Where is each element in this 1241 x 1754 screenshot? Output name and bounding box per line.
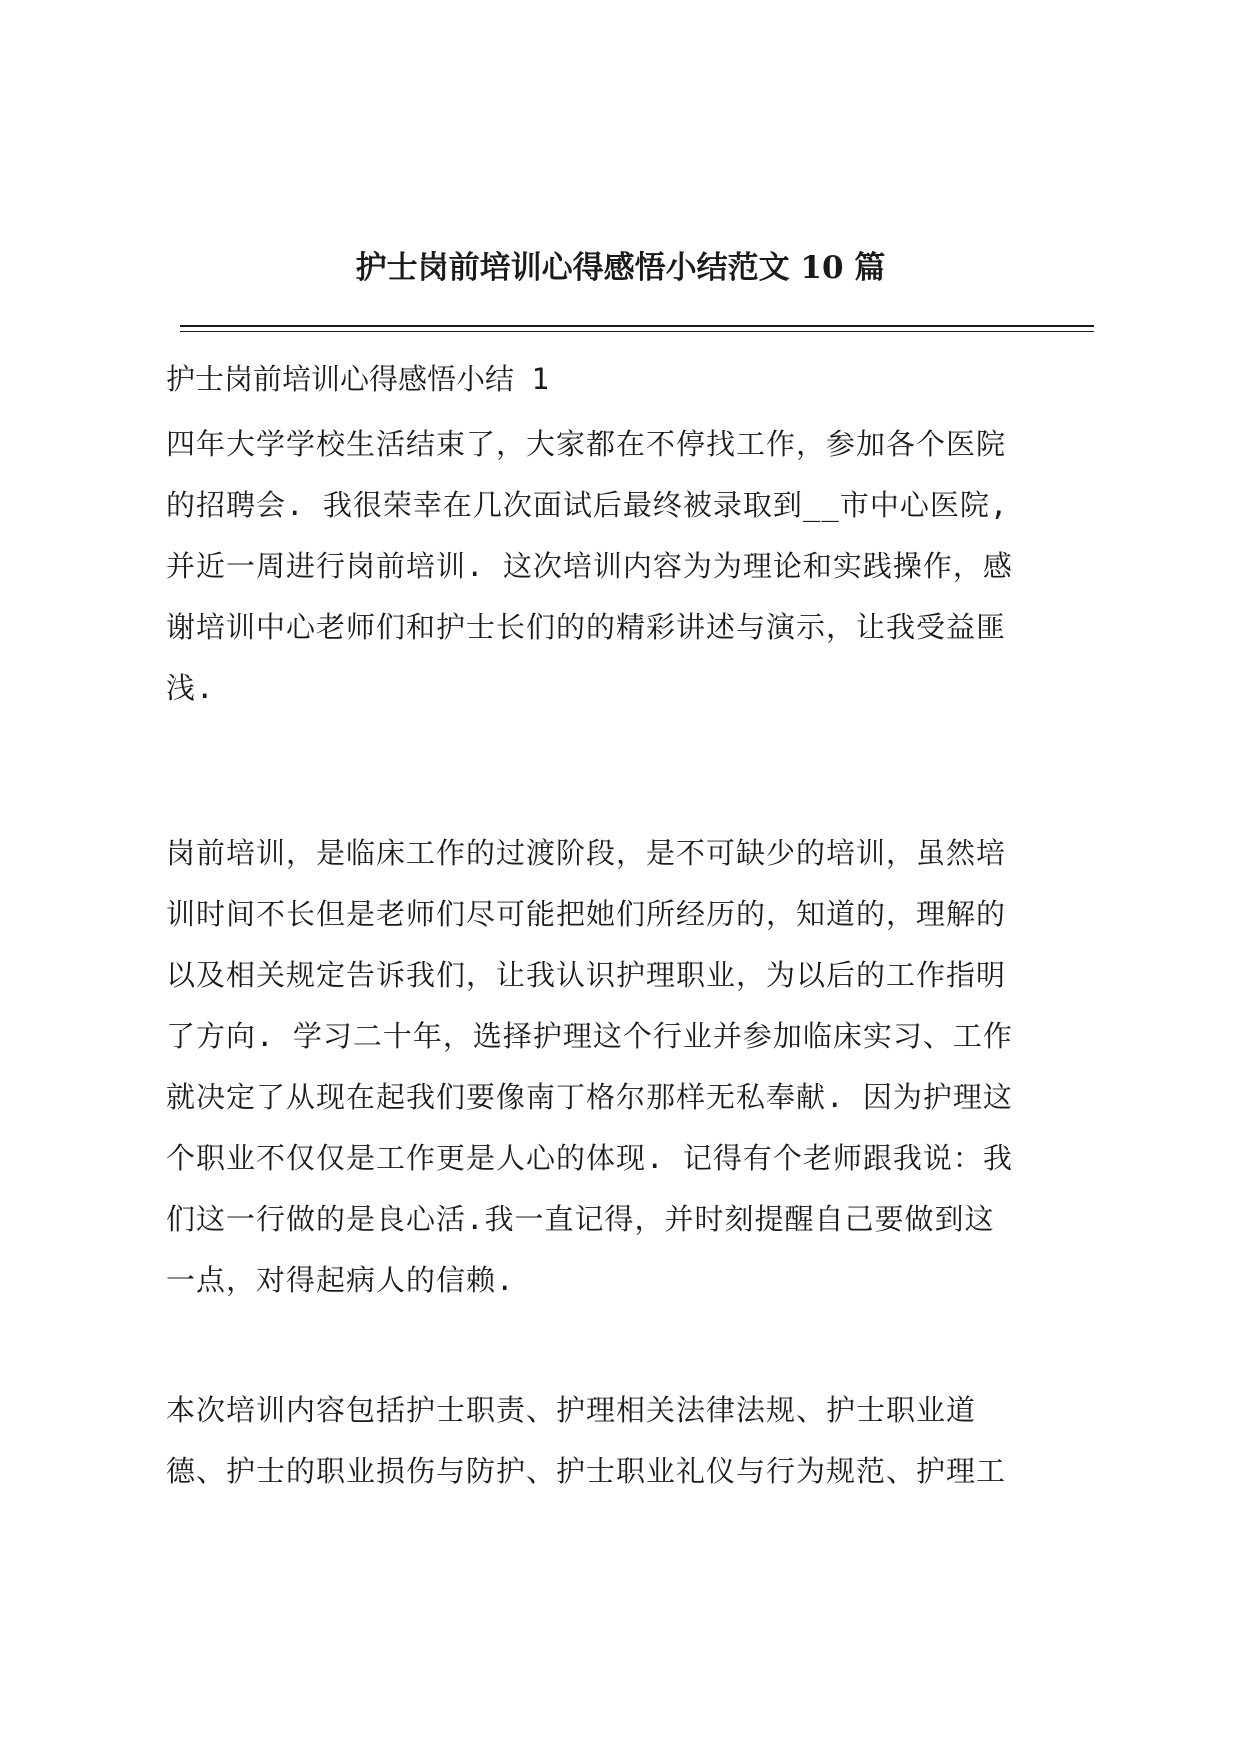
title-divider — [180, 325, 1094, 332]
section-heading: 护士岗前培训心得感悟小结 1 — [166, 362, 549, 396]
paragraph-2 — [166, 823, 1096, 1311]
paragraph-3 — [166, 1380, 1096, 1502]
text-line: 就决定了从现在起我们要像南丁格尔那样无私奉献. 因为护理这 — [166, 1080, 1013, 1114]
text-line: 了方向. 学习二十年，选择护理这个行业并参加临床实习、工作 — [166, 1019, 1013, 1053]
text-line: 以及相关规定告诉我们，让我认识护理职业，为以后的工作指明 — [166, 958, 1007, 992]
text-line: 并近一周进行岗前培训. 这次培训内容为为理论和实践操作，感 — [166, 549, 1013, 583]
text-line: 浅. — [166, 671, 215, 705]
text-line: 训时间不长但是老师们尽可能把她们所经历的，知道的，理解的 — [166, 897, 1007, 931]
text-line: 岗前培训，是临床工作的过渡阶段，是不可缺少的培训，虽然培 — [166, 836, 1007, 870]
text-line: 个职业不仅仅是工作更是人心的体现. 记得有个老师跟我说：我 — [166, 1141, 1013, 1175]
document-title: 护士岗前培训心得感悟小结范文 10 篇 — [355, 250, 886, 286]
text-line: 们这一行做的是良心活.我一直记得，并时刻提醒自己要做到这 — [166, 1202, 995, 1236]
text-line: 本次培训内容包括护士职责、护理相关法律法规、护士职业道 — [166, 1393, 977, 1427]
text-line: 德、护士的职业损伤与防护、护士职业礼仪与行为规范、护理工 — [166, 1454, 1007, 1488]
text-line: 谢培训中心老师们和护士长们的的精彩讲述与演示，让我受益匪 — [166, 610, 1007, 644]
text-line: 四年大学学校生活结束了，大家都在不停找工作，参加各个医院 — [166, 427, 1007, 461]
text-line: 的招聘会. 我很荣幸在几次面试后最终被录取到__市中心医院, — [166, 488, 1009, 522]
paragraph-1 — [166, 414, 1096, 719]
text-line: 一点，对得起病人的信赖. — [166, 1263, 515, 1297]
